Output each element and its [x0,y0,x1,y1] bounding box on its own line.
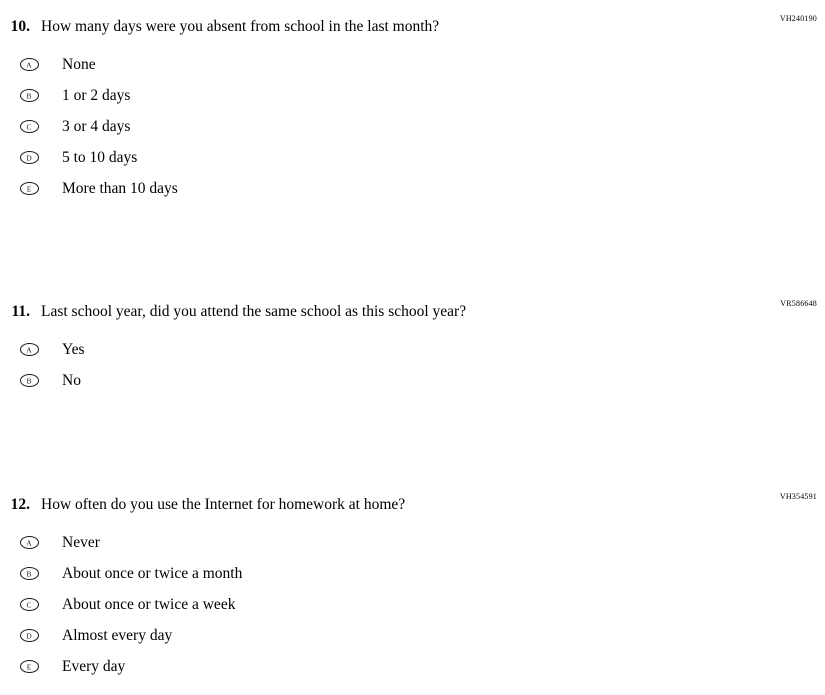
answer-bubble[interactable] [0,58,40,71]
radio-bubble-icon[interactable] [20,598,39,611]
radio-bubble-icon[interactable] [20,374,39,387]
answer-option-label: None [62,55,96,73]
answer-option-label: About once or twice a week [62,595,236,613]
bubble-letter: A [26,344,32,354]
answer-option[interactable] [0,558,825,589]
answer-option[interactable] [0,80,825,111]
answer-bubble[interactable] [0,567,40,580]
question-text: How often do you use the Internet for homework at home? [41,496,406,513]
bubble-letter: E [26,183,32,193]
answer-option[interactable] [0,142,825,173]
radio-bubble-icon[interactable] [20,343,39,356]
answer-bubble[interactable] [0,343,40,356]
answer-option-label: More than 10 days [62,179,178,197]
answer-option[interactable] [0,527,825,558]
bubble-letter: A [26,537,32,547]
answer-option-label: About once or twice a month [62,564,243,582]
answer-option[interactable] [0,334,825,365]
radio-bubble-icon[interactable] [20,536,39,549]
question-text: How many days were you absent from school in the last month? [41,18,440,35]
answer-bubble[interactable] [0,598,40,611]
radio-bubble-icon[interactable] [20,151,39,164]
question-number: 12. [10,496,30,513]
radio-bubble-icon[interactable] [20,182,39,195]
answer-option[interactable] [0,620,825,651]
answer-option[interactable] [0,173,825,204]
bubble-letter: C [26,599,32,609]
question-block-11 [0,299,825,396]
answer-option-label: No [62,371,81,389]
answer-options [0,334,825,396]
question-number: 10. [10,18,30,35]
bubble-letter: A [26,59,32,69]
answer-option-label: 1 or 2 days [62,86,131,104]
question-code: VH240190 [779,14,817,23]
question-code: VH354591 [779,492,817,501]
answer-option-label: Almost every day [62,626,173,644]
answer-option[interactable] [0,651,825,682]
radio-bubble-icon[interactable] [20,629,39,642]
question-heading [0,303,825,321]
answer-options [0,527,825,682]
answer-bubble[interactable] [0,374,40,387]
bubble-letter: B [26,90,32,100]
answer-option-label: Yes [62,340,85,358]
answer-options [0,49,825,204]
bubble-letter: C [26,121,32,131]
answer-option[interactable] [0,365,825,396]
answer-option-label: 5 to 10 days [62,148,138,166]
answer-option[interactable] [0,589,825,620]
answer-bubble[interactable] [0,151,40,164]
bubble-letter: B [26,375,32,385]
question-code: VR586648 [780,299,817,308]
question-heading [0,18,825,36]
bubble-letter: B [26,568,32,578]
radio-bubble-icon[interactable] [20,120,39,133]
answer-option-label: Every day [62,657,126,675]
radio-bubble-icon[interactable] [20,567,39,580]
answer-option-label: 3 or 4 days [62,117,131,135]
bubble-letter: D [26,630,32,640]
question-number: 11. [11,303,30,320]
answer-option-label: Never [62,533,100,551]
bubble-letter: D [26,152,32,162]
answer-bubble[interactable] [0,120,40,133]
answer-option[interactable] [0,111,825,142]
answer-bubble[interactable] [0,182,40,195]
answer-option[interactable] [0,49,825,80]
question-text: Last school year, did you attend the same school as this school year? [41,303,467,320]
answer-bubble[interactable] [0,89,40,102]
answer-bubble[interactable] [0,536,40,549]
radio-bubble-icon[interactable] [20,89,39,102]
question-block-12 [0,492,825,682]
question-heading [0,496,825,514]
radio-bubble-icon[interactable] [20,58,39,71]
answer-bubble[interactable] [0,629,40,642]
question-block-10 [0,14,825,204]
answer-bubble[interactable] [0,660,40,673]
bubble-letter: E [26,661,32,671]
radio-bubble-icon[interactable] [20,660,39,673]
